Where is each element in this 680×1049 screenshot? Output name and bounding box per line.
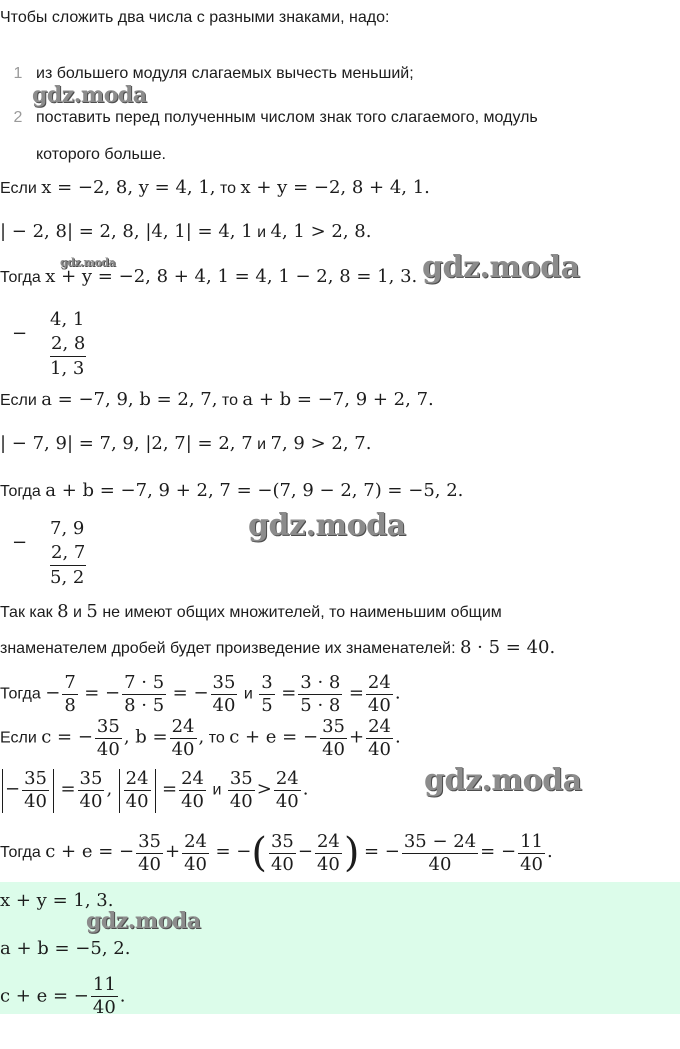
ex3-lcm-line2: знаменателем дробей будет произведение их знаменателей: 8 · 5 = 40. — [0, 637, 556, 658]
answer-line-2: a + b = −5, 2. — [0, 938, 131, 959]
answer-block — [0, 882, 680, 1014]
ex1-result: Тогда x + y = −2, 8 + 4, 1 = 4, 1 − 2, 8 = 1, 3. — [0, 266, 418, 287]
ex1-condition: Если x = −2, 8, y = 4, 1, то x + y = −2, 8 + 4, 1. — [0, 177, 430, 198]
ex3-result: Тогда c + e = − $\frac{35}{40}$ + $\frac{24}{40}$ = −( $\frac{35}{40}$ − $\frac{24}{40}$ ) = − $\frac{35 - 24}{40}$ = − $\frac{11}{40}$ . — [0, 830, 553, 876]
ex2-result: Тогда a + b = −7, 9 + 2, 7 = −(7, 9 − 2, 7) = −5, 2. — [0, 480, 464, 501]
watermark-logo: gdz.moda — [32, 82, 147, 108]
ex3-modules: − $\frac{35}{40}$ = $\frac{35}{40}$ , $\frac{24}{40}$ = $\frac{24}{40}$ и $\frac{35}{40}$ > $\frac{24}{40}$ . — [0, 768, 308, 816]
ex3-convert-fractions: Тогда − $\frac{7}{8}$ = − $\frac{7 \cdot 5}{8 \cdot 5}$ = − $\frac{35}{40}$ и $\frac{3}{5}$ = $\frac{3 \cdot 8}{5 \cdot 8}$ = $\frac{24}{40}$ . — [0, 672, 401, 716]
watermark-logo: gdz.moda — [86, 908, 201, 934]
watermark-logo: gdz.moda — [60, 256, 116, 269]
step-number: 1 — [13, 65, 23, 82]
answer-line-1: x + y = 1, 3. — [0, 890, 114, 911]
ex3-condition: Если c = − $\frac{35}{40}$ , b = $\frac{24}{40}$ , то c + e = − $\frac{35}{40}$ + $\frac{24}{40}$ . — [0, 716, 401, 760]
ex1-column-subtraction: − 4, 1 2, 8 1, 3 — [12, 309, 86, 379]
intro-text: Чтобы сложить два числа с разными знаками, надо: — [0, 9, 390, 26]
answer-line-3: c + e = − $\frac{11}{40}$ . — [0, 974, 126, 1014]
step-number: 2 — [13, 109, 23, 126]
ex3-lcm-line1: Так как 8 и 5 не имеют общих множителей, то наименьшим общим — [0, 601, 502, 622]
ex2-condition: Если a = −7, 9, b = 2, 7, то a + b = −7, 9 + 2, 7. — [0, 389, 434, 410]
watermark-logo: gdz.moda — [248, 508, 406, 543]
ex2-column-subtraction: − 7, 9 2, 7 5, 2 — [12, 518, 86, 588]
watermark-logo: gdz.moda — [424, 763, 582, 798]
ex2-modules: | − 7, 9| = 7, 9, |2, 7| = 2, 7 и 7, 9 > 2, 7. — [0, 433, 372, 454]
step-text: из большего модуля слагаемых вычесть меньший; — [36, 65, 414, 82]
ex1-modules: | − 2, 8| = 2, 8, |4, 1| = 4, 1 и 4, 1 > 2, 8. — [0, 221, 372, 242]
step-2-continuation: которого больше. — [36, 146, 166, 163]
step-1 — [0, 64, 414, 84]
step-2 — [0, 108, 538, 128]
watermark-logo: gdz.moda — [422, 250, 580, 285]
step-text: поставить перед полученным числом знак того слагаемого, модуль — [36, 109, 538, 126]
